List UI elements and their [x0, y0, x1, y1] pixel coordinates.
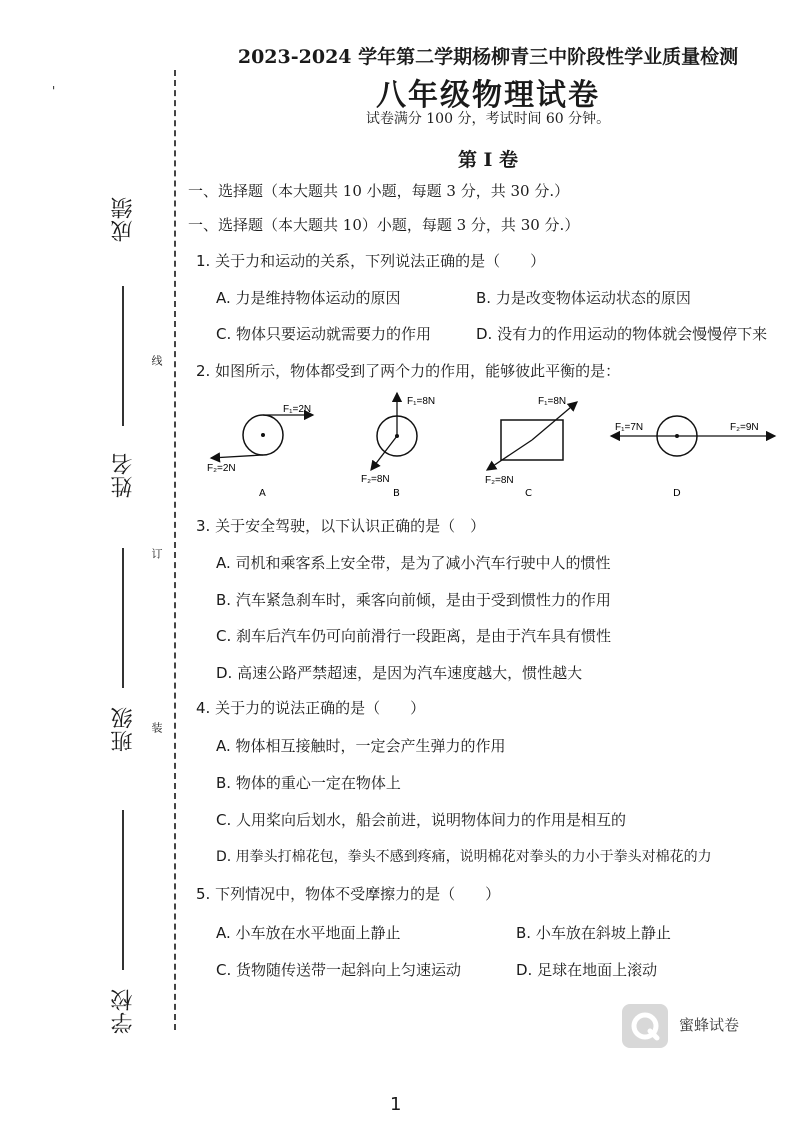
- class-label: 班级: [111, 706, 136, 752]
- figure-c-force-1: [532, 402, 577, 440]
- question-5-stem: 5. 下列情况中，物体不受摩擦力的是（ ）: [196, 885, 501, 903]
- question-2-stem: 2. 如图所示，物体都受到了两个力的作用，能够彼此平衡的是：: [196, 362, 621, 380]
- class-blank-line: [122, 548, 124, 688]
- q5-option-a: A. 小车放在水平地面上静止: [216, 924, 401, 942]
- figure-b-f2-label: F₂=8N: [361, 474, 390, 485]
- volume-heading: 第 I 卷: [457, 149, 519, 171]
- figure-c-letter: C: [525, 488, 532, 499]
- q1-option-c: C. 物体只要运动就需要力的作用: [216, 325, 432, 343]
- exam-title-line1: 2023-2024 学年第二学期杨柳青三中阶段性学业质量检测: [237, 46, 739, 68]
- figure-a: [207, 404, 313, 499]
- figure-d-letter: D: [673, 488, 681, 499]
- school-label: 学校: [111, 988, 136, 1034]
- figure-a-force-2: [211, 455, 263, 458]
- figure-a-f2-label: F₂=2N: [207, 463, 236, 474]
- q4-option-d: D. 用拳头打棉花包，拳头不感到疼痛，说明棉花对拳头的力小于拳头对棉花的力: [216, 849, 712, 865]
- exam-title-line2: 八年级物理试卷: [376, 78, 600, 113]
- figure-b-force-2: [371, 436, 397, 470]
- q3-option-d: D. 高速公路严禁超速，是因为汽车速度越大，惯性越大: [216, 664, 583, 682]
- q3-option-b: B. 汽车紧急刹车时，乘客向前倾，是由于受到惯性力的作用: [216, 591, 611, 609]
- q1-option-a: A. 力是维持物体运动的原因: [216, 289, 401, 307]
- stray-mark: ': [52, 84, 56, 98]
- figure-d: [611, 416, 775, 499]
- binding-mark-zhuang: 装: [150, 722, 163, 733]
- figure-d-f2-label: F₂=9N: [730, 422, 759, 433]
- watermark-logo-icon: [622, 1004, 668, 1048]
- school-blank-line: [122, 810, 124, 970]
- question-4-stem: 4. 关于力的说法正确的是（ ）: [196, 699, 426, 717]
- q5-option-b: B. 小车放在斜坡上静止: [516, 924, 671, 942]
- question-1-stem: 1. 关于力和运动的关系，下列说法正确的是（ ）: [196, 252, 546, 270]
- binding-mark-ding: 订: [150, 548, 163, 559]
- score-label: 成绩: [111, 196, 136, 242]
- figure-a-center: [261, 433, 265, 437]
- figure-c-force-2: [487, 440, 532, 470]
- section-heading-2: 一、选择题（本大题共 10）小题，每题 3 分，共 30 分.）: [188, 216, 580, 234]
- q4-option-b: B. 物体的重心一定在物体上: [216, 774, 401, 792]
- q3-option-a: A. 司机和乘客系上安全带，是为了减小汽车行驶中人的惯性: [216, 554, 611, 572]
- q5-option-d: D. 足球在地面上滚动: [516, 961, 658, 979]
- q1-option-d: D. 没有力的作用运动的物体就会慢慢停下来: [476, 325, 768, 343]
- figure-a-letter: A: [259, 488, 266, 499]
- q1-option-b: B. 力是改变物体运动状态的原因: [476, 289, 691, 307]
- figure-b-f1-label: F₁=8N: [407, 396, 436, 407]
- q5-option-c: C. 货物随传送带一起斜向上匀速运动: [216, 961, 462, 979]
- question-3-stem: 3. 关于安全驾驶，以下认识正确的是（ ）: [196, 517, 486, 535]
- watermark-logo: [622, 1004, 668, 1048]
- figure-b-letter: B: [393, 488, 400, 499]
- binding-mark-xian: 线: [150, 355, 163, 366]
- figure-c-f1-label: F₁=8N: [538, 396, 567, 407]
- name-blank-line: [122, 286, 124, 426]
- q3-option-c: C. 刹车后汽车仍可向前滑行一段距离，是由于汽车具有惯性: [216, 627, 612, 645]
- name-label: 姓名: [111, 452, 136, 498]
- figure-b: [361, 393, 435, 499]
- figure-c: [485, 396, 577, 499]
- page-number: 1: [390, 1094, 402, 1115]
- q4-option-a: A. 物体相互接触时，一定会产生弹力的作用: [216, 737, 506, 755]
- section-heading-1: 一、选择题（本大题共 10 小题，每题 3 分，共 30 分.）: [188, 182, 570, 200]
- figure-c-f2-label: F₂=8N: [485, 475, 514, 486]
- figure-a-f1-label: F₁=2N: [283, 404, 312, 415]
- figure-d-f1-label: F₁=7N: [615, 422, 644, 433]
- watermark-text: 蜜蜂试卷: [679, 1016, 740, 1034]
- force-diagrams: [195, 390, 790, 505]
- q4-option-c: C. 人用桨向后划水，船会前进，说明物体间力的作用是相互的: [216, 811, 627, 829]
- binding-dashed-line: [174, 70, 176, 1030]
- exam-subtitle: 试卷满分 100 分，考试时间 60 分钟。: [365, 111, 611, 127]
